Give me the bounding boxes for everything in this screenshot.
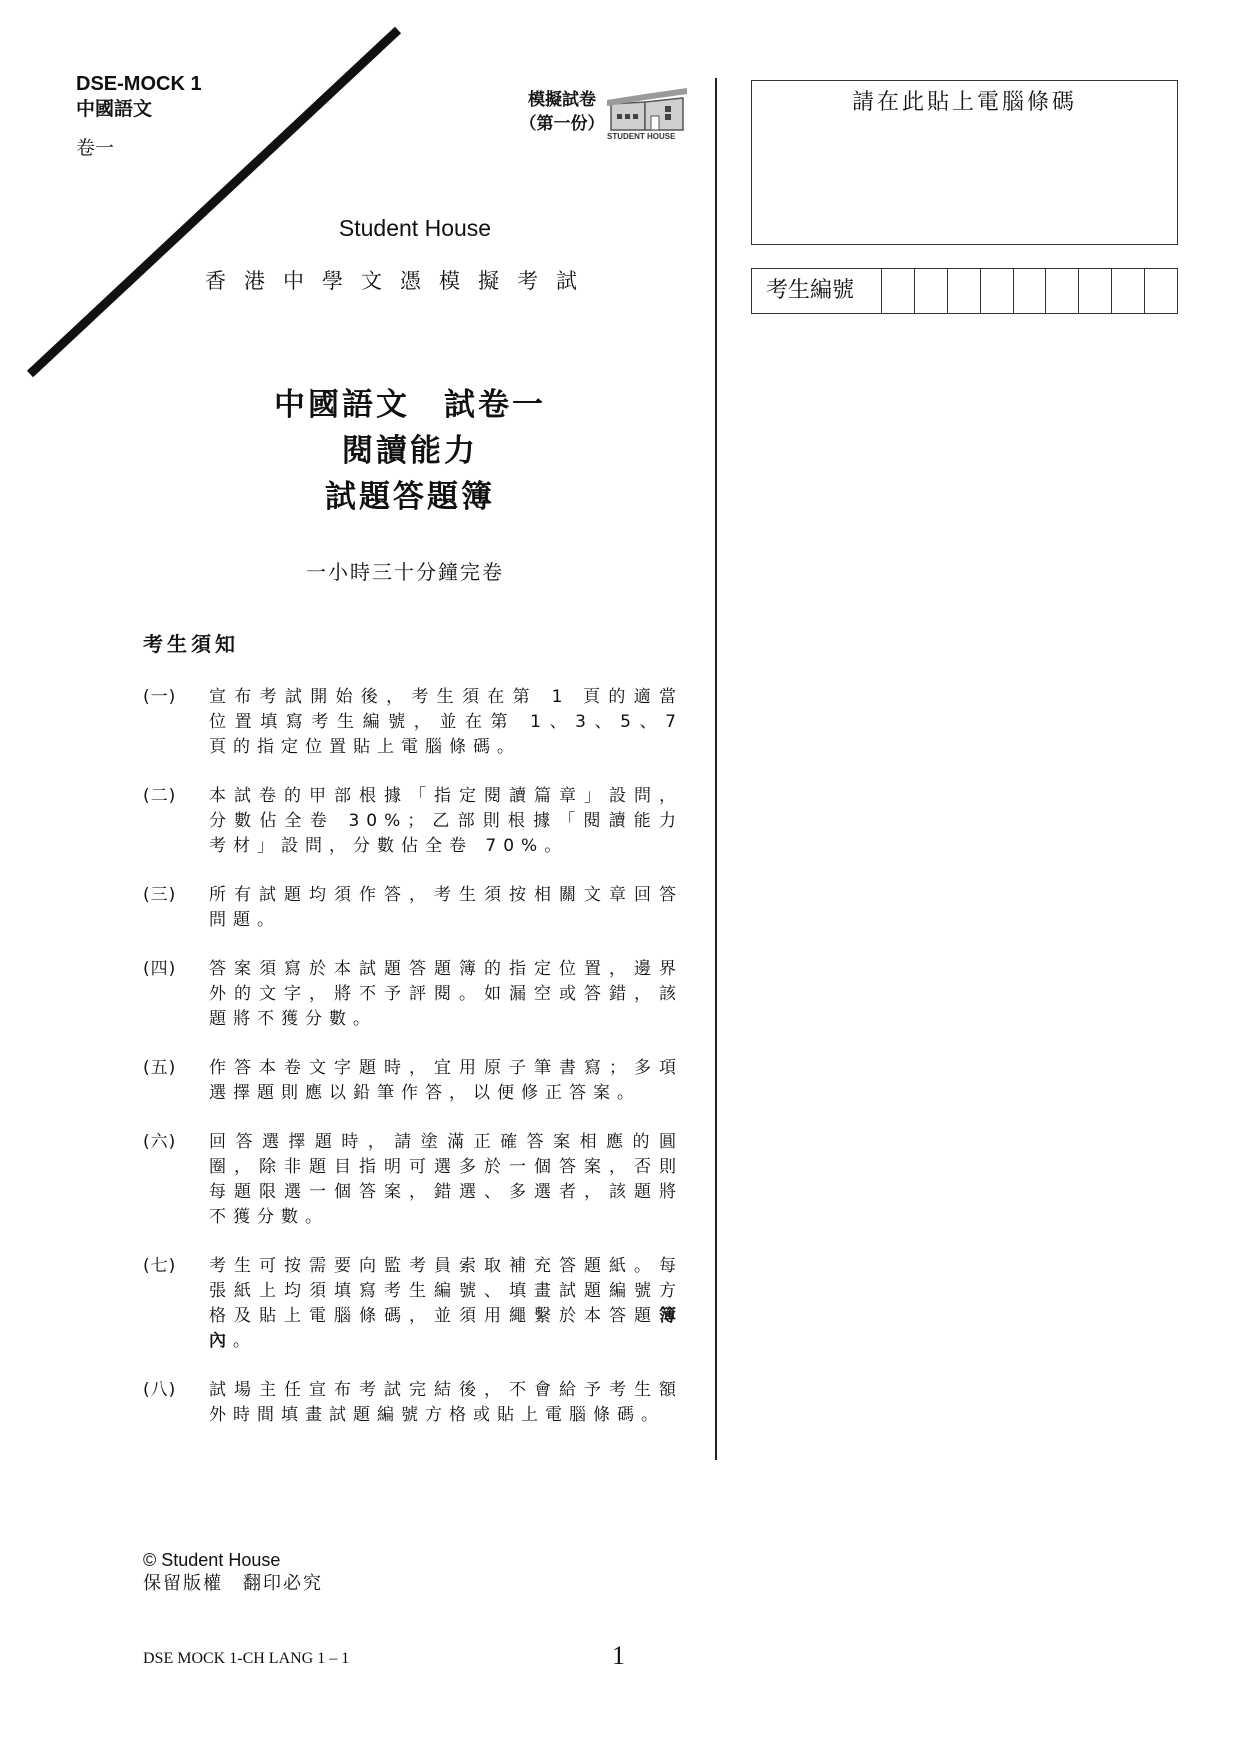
candidate-digit-box[interactable] [1145,269,1177,313]
page-number: 1 [612,1641,625,1670]
title-line3: 試題答題簿 [325,479,495,515]
logo-line1: 模擬試卷 [528,90,596,110]
instruction-item [143,957,683,1032]
instruction-text-main: 考生可按需要向監考員索取補充答題紙。每張紙上均須填寫考生編號、填畫試題編號方格及貼上電腦條碼，並須用繩繫於本答題 [209,1256,683,1326]
instruction-text-bold: 簿內 [209,1306,683,1351]
subject-name: 中國語文 [76,98,153,120]
candidate-digit-box[interactable] [948,269,981,313]
publisher-name: Student House [338,215,492,241]
instruction-text: 回答選擇題時，請塗滿正確答案相應的圓圈，除非題目指明可選多於一個答案，否則每題限選一個答案，錯選、多選者，該題將不獲分數。 [209,1132,683,1227]
instruction-text: 所有試題均須作答，考生須按相關文章回答問題。 [209,885,683,930]
paper-code-block [76,72,202,161]
barcode-label-box[interactable] [751,80,1178,245]
candidate-digit-box[interactable] [1046,269,1079,313]
title-line2: 閱讀能力 [342,433,478,469]
instruction-text: 試場主任宣布考試完結後，不會給予考生額外時間填畫試題編號方格或貼上電腦條碼。 [209,1380,683,1425]
instruction-item [143,1254,683,1354]
copyright-line2: 保留版權 翻印必究 [143,1573,323,1594]
instruction-number: (四) [143,959,177,979]
paper-code: DSE-MOCK 1 [76,73,202,95]
candidate-digit-box[interactable] [1112,269,1145,313]
mock-paper-logo [517,80,693,144]
instruction-number: (五) [143,1058,177,1078]
instruction-item [143,685,683,760]
candidate-number-label: 考生編號 [752,269,882,313]
instruction-text [209,1254,683,1354]
diagonal-slash [0,0,420,390]
instruction-item [143,1056,683,1106]
footer-paper-code: DSE MOCK 1-CH LANG 1 – 1 [143,1650,350,1667]
instruction-item [143,1378,683,1428]
column-divider [715,78,717,1460]
title-line1: 中國語文 試卷一 [274,387,546,423]
candidate-digit-box[interactable] [882,269,915,313]
instruction-number: (三) [143,885,177,905]
candidate-digit-box[interactable] [915,269,948,313]
instruction-text: 本試卷的甲部根據「指定閱讀篇章」設問，分數佔全卷 30%；乙部則根據「閱讀能力考材」設問，分數佔全卷 70%。 [209,786,683,856]
instruction-text-end: 。 [233,1331,257,1351]
instruction-item [143,784,683,859]
instruction-item [143,883,683,933]
candidate-digit-box[interactable] [1014,269,1047,313]
duration: 一小時三十分鐘完卷 [306,560,504,584]
candidate-digit-box[interactable] [1079,269,1112,313]
instructions-list [143,685,683,1452]
logo-text [517,88,607,136]
paper-title [150,382,670,520]
instruction-number: (八) [143,1380,177,1400]
barcode-label: 請在此貼上電腦條碼 [851,90,1077,115]
copyright-line1: © Student House [143,1550,281,1570]
candidate-number-field[interactable] [751,268,1178,314]
instruction-number: (七) [143,1256,177,1276]
logo-line2: （第一份） [519,114,605,134]
instruction-text: 宣布考試開始後，考生須在第 1 頁的適當位置填寫考生編號，並在第 1、3、5、7 頁的指定位置貼上電腦條碼。 [209,687,683,757]
instruction-number: (二) [143,786,177,806]
exam-name: 香港中學文憑模擬考試 [205,269,595,293]
instruction-text: 作答本卷文字題時，宜用原子筆書寫；多項選擇題則應以鉛筆作答，以便修正答案。 [209,1058,683,1103]
instruction-number: (六) [143,1132,177,1152]
instruction-number: (一) [143,687,177,707]
instruction-text: 答案須寫於本試題答題簿的指定位置，邊界外的文字，將不予評閱。如漏空或答錯，該題將不獲分數。 [209,959,683,1029]
instructions-heading: 考生須知 [143,632,239,656]
instruction-item [143,1130,683,1230]
paper-number: 卷一 [76,137,115,159]
logo-brand-text: STUDENT HOUSE [607,132,676,141]
copyright-notice [143,1548,323,1596]
candidate-digit-box[interactable] [981,269,1014,313]
